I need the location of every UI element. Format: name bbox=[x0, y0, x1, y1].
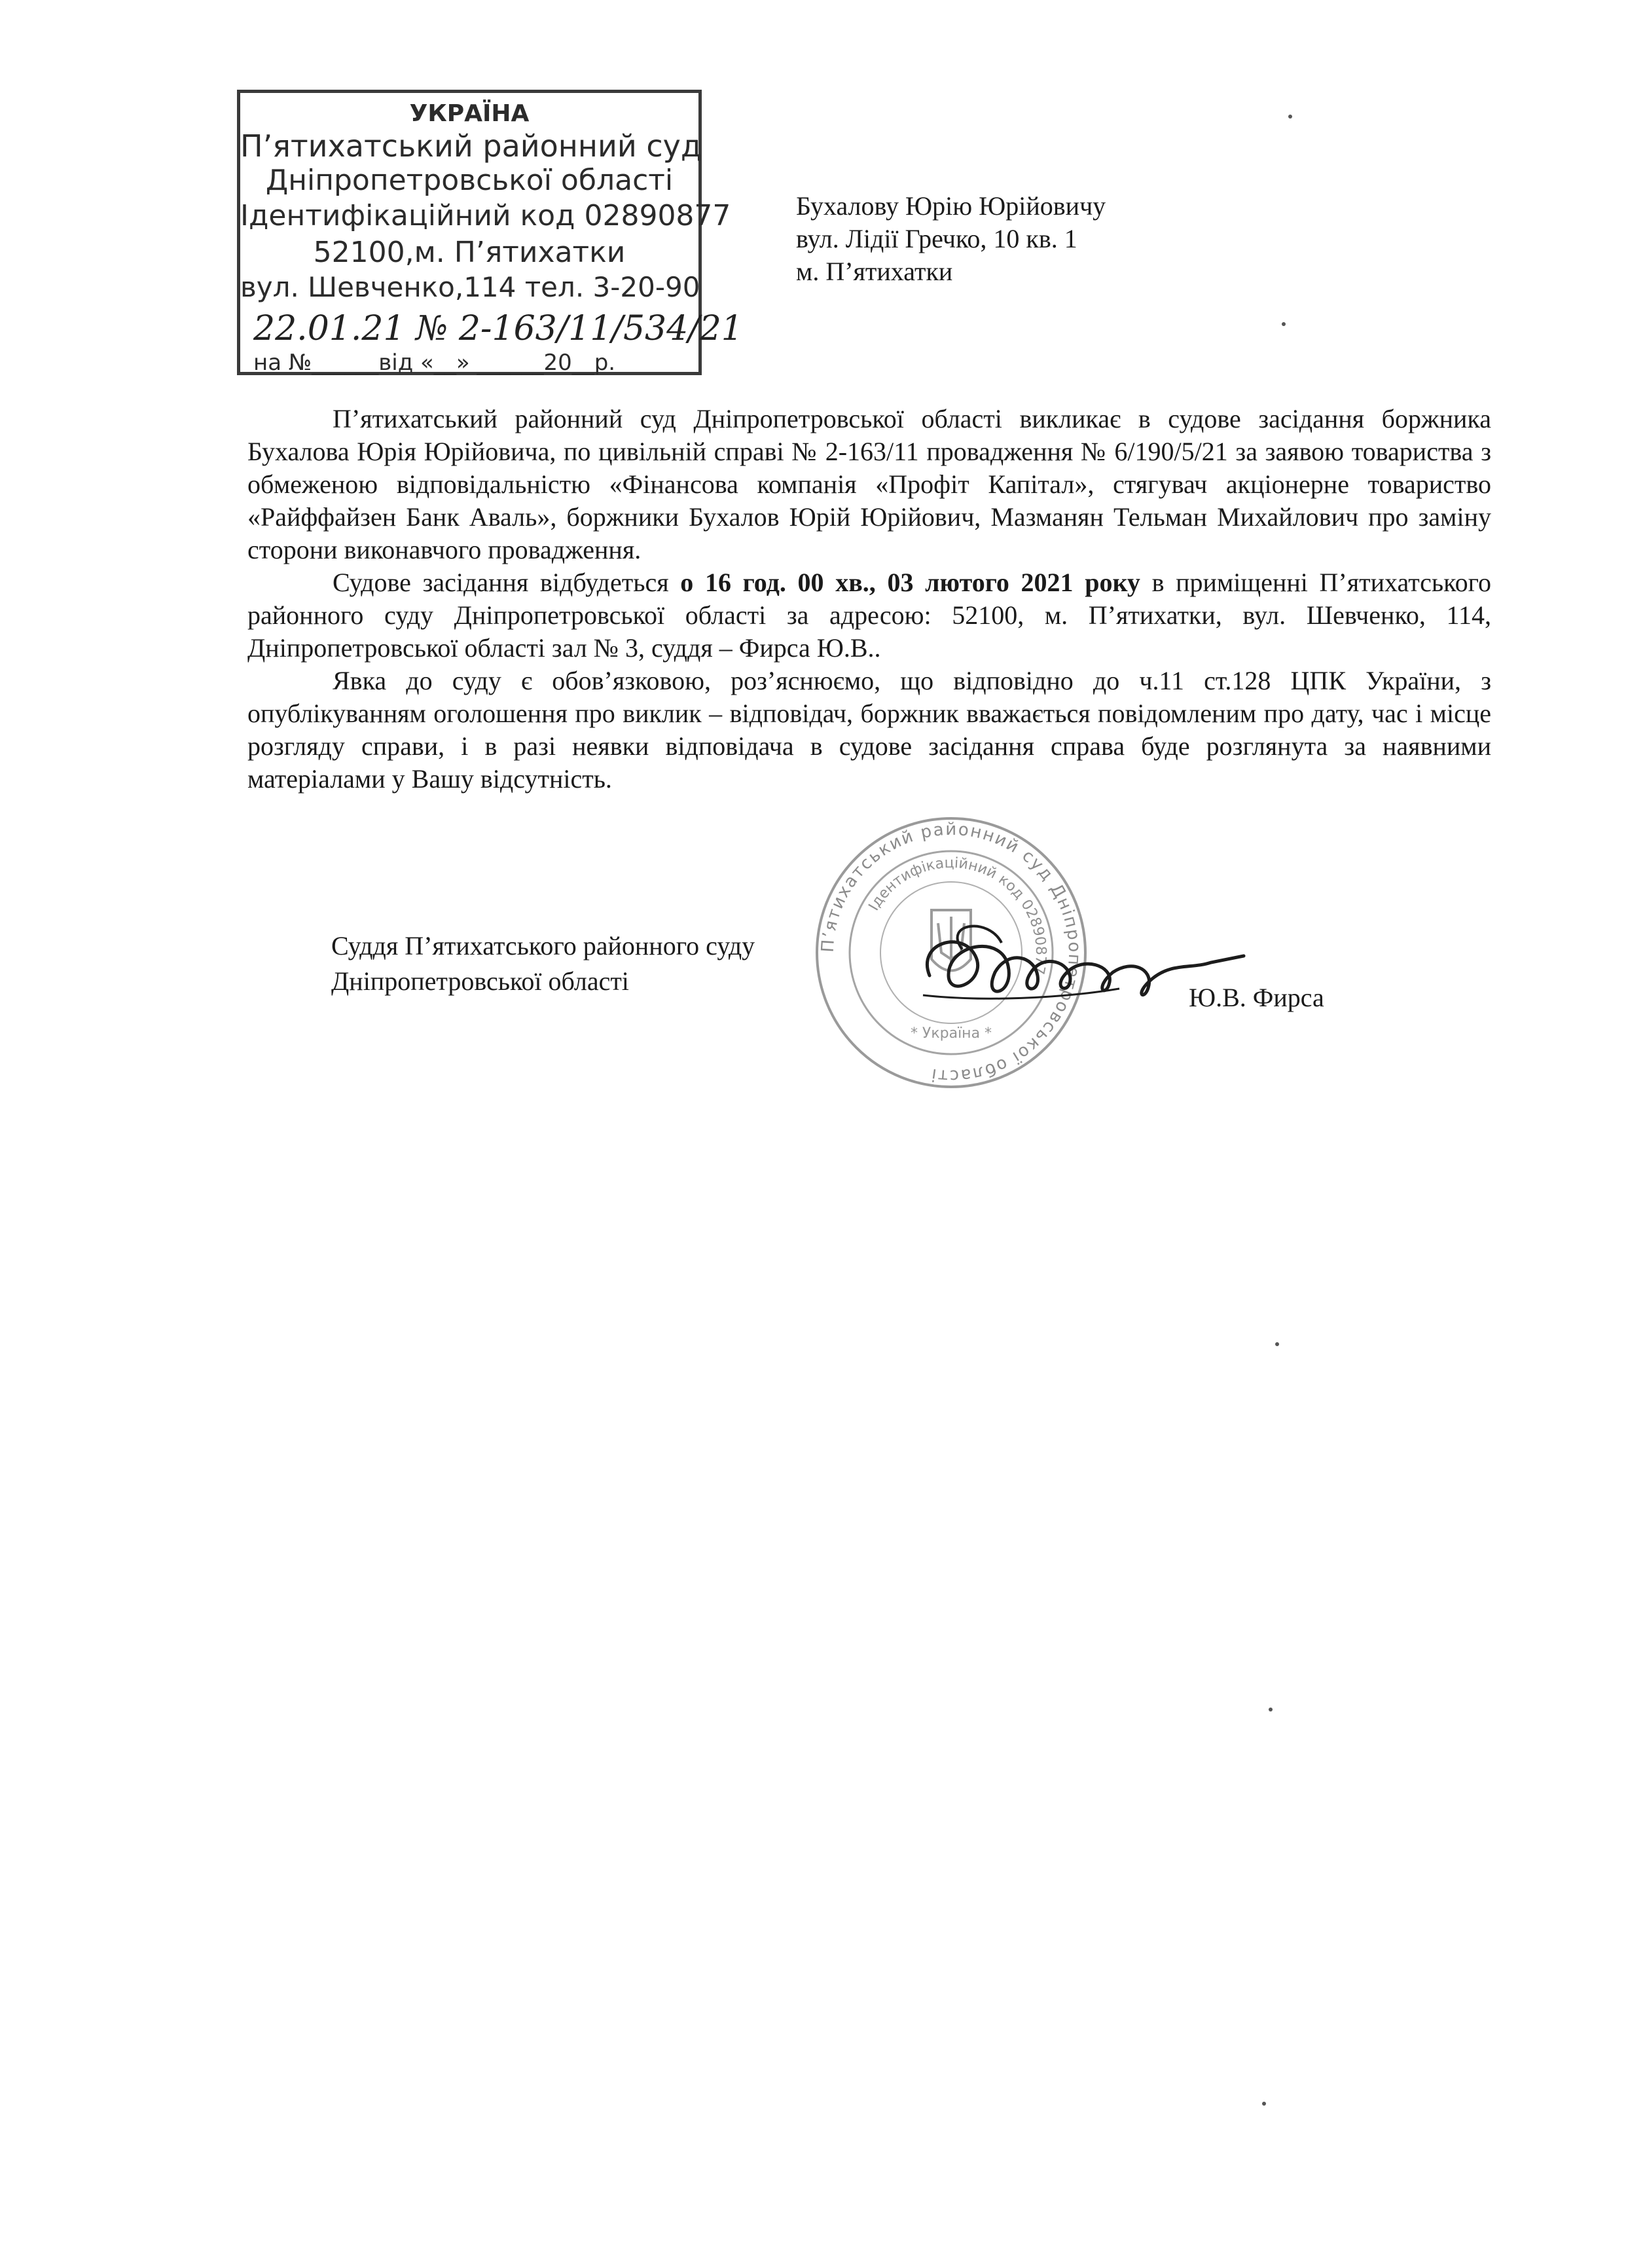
summons-paragraph-3: Явка до суду є обов’язковою, роз’яснюємо, що відповідно до ч.11 ст.128 ЦПК України, з опублікуванням оголошення про виклик – відповідач, боржник вважається повідомленим про дату, час і місце розгляду справи, і в разі неявки відповідача в судове засідання справа буде розглянута за наявними матеріалами у Вашу відсутність. bbox=[247, 666, 1491, 794]
stamp-reference-line: на №______від «__» ______20__р. bbox=[253, 350, 616, 376]
judge-title-line-1: Суддя П’ятихатського районного суду bbox=[331, 931, 755, 960]
hearing-datetime: о 16 год. 00 хв., 03 лютого 2021 року bbox=[680, 568, 1140, 597]
scan-speck bbox=[1262, 2102, 1266, 2106]
handwritten-signature-icon bbox=[903, 904, 1270, 1034]
stamp-country: УКРАЇНА bbox=[409, 100, 530, 127]
scan-speck bbox=[1269, 1708, 1273, 1711]
stamp-court-name: П’ятихатський районний суд bbox=[240, 128, 702, 164]
summons-body bbox=[247, 403, 1491, 796]
addressee-name: Бухалову Юрію Юрійовичу bbox=[796, 191, 1106, 221]
summons-paragraph-1: П’ятихатський районний суд Дніпропетровської області викликає в судове засідання боржника Бухалова Юрія Юрійовича, по цивільній справі № 2-163/11 провадження № 6/190/5/21 за заявою товариства з обмеженою відповідальністю «Фінансова компанія «Профіт Капітал», стягувач акціонерне товариство «Райффайзен Банк Аваль», боржники Бухалов Юрій Юрійович, Мазманян Тельман Михайлович про заміну сторони виконавчого провадження. bbox=[247, 404, 1491, 564]
court-stamp bbox=[237, 90, 743, 376]
scan-speck bbox=[1288, 115, 1292, 119]
hearing-location: в приміщенні П’ятихатського районного суду Дніпропетровської області за адресою: 52100, м. П’ятихатки, вул. Шевченко, 114, Дніпропетровської області зал № 3, суддя – Фирса Ю.В.. bbox=[247, 568, 1491, 663]
addressee-block bbox=[796, 190, 1106, 288]
stamp-address-phone: вул. Шевченко,114 тел. 3-20-90 bbox=[240, 271, 700, 303]
scan-speck bbox=[1275, 1342, 1279, 1346]
seal-bottom-text: * Україна * bbox=[910, 1025, 992, 1042]
scan-speck bbox=[1282, 322, 1286, 326]
stamp-postcode-city: 52100,м. П’ятихатки bbox=[313, 236, 626, 269]
stamp-region: Дніпропетровської області bbox=[265, 164, 674, 197]
stamp-registration-number: 22.01.21 № 2-163/11/534/21 bbox=[253, 309, 743, 348]
judge-name: Ю.В. Фирса bbox=[1189, 983, 1324, 1012]
seal-inner-text: Ідентифікаційний код 02890877 bbox=[865, 854, 1049, 976]
judge-title-line-2: Дніпропетровської області bbox=[331, 966, 629, 996]
addressee-street: вул. Лідії Гречко, 10 кв. 1 bbox=[796, 224, 1077, 253]
hearing-intro: Судове засідання відбудеться bbox=[333, 568, 681, 597]
stamp-id-code: Ідентифікаційний код 02890877 bbox=[240, 199, 731, 232]
judge-title-block bbox=[331, 928, 755, 999]
addressee-city: м. П’ятихатки bbox=[796, 257, 953, 286]
summons-paragraph-2 bbox=[247, 566, 1491, 665]
seal-outer-text: П’ятихатський районний суд Дніпропетровської області bbox=[818, 819, 1085, 1086]
